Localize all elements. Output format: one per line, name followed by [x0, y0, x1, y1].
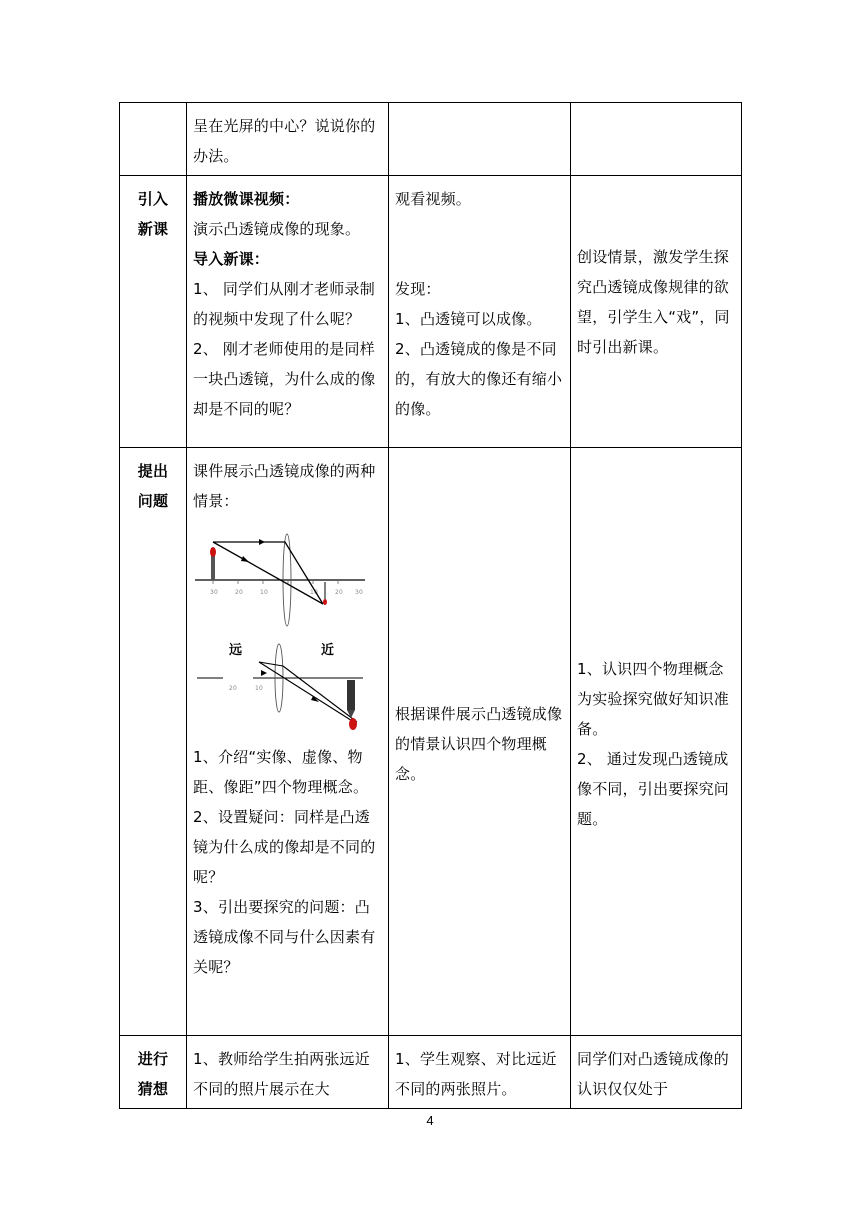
student-activity-cell	[389, 176, 571, 448]
table-row	[120, 1036, 742, 1109]
paragraph: 演示凸透镜成像的现象。	[193, 220, 361, 238]
teacher-text: 呈在光屏的中心？说说你的办法。	[193, 117, 376, 165]
paragraph: 2、 刚才老师使用的是同样一块凸透镜，为什么成的像却是不同的呢？	[193, 340, 376, 418]
svg-text:20: 20	[335, 589, 344, 596]
paragraph: 2、凸透镜成的像是不同的，有放大的像还有缩小的像。	[395, 340, 563, 418]
svg-text:10: 10	[255, 685, 264, 692]
stage-cell	[120, 448, 187, 1036]
section-heading: 导入新课：	[193, 250, 270, 268]
paragraph: 观看视频。	[395, 190, 472, 208]
lens-diagram-virtual-image	[193, 640, 369, 740]
student-activity-cell	[389, 448, 571, 1036]
paragraph: 1、认识四个物理概念为实验探究做好知识准备。	[577, 659, 730, 738]
teacher-activity-cell	[187, 448, 389, 1036]
design-intent-cell	[571, 1036, 742, 1109]
svg-text:30: 30	[355, 589, 364, 596]
design-intent-cell	[571, 103, 742, 176]
svg-text:20: 20	[229, 685, 238, 692]
student-activity-cell	[389, 103, 571, 176]
student-activity-cell	[389, 1036, 571, 1109]
paragraph: 2、设置疑问：同样是凸透镜为什么成的像却是不同的呢？	[193, 808, 376, 886]
stage-label: 提出问题	[137, 462, 169, 510]
paragraph: 1、介绍“实像、虚像、物距、像距”四个物理概念。	[193, 748, 369, 796]
paragraph: 1、凸透镜可以成像。	[395, 310, 542, 328]
svg-text:10: 10	[260, 589, 269, 596]
paragraph: 1、教师给学生拍两张远近不同的照片展示在大	[193, 1050, 370, 1098]
svg-text:30: 30	[210, 589, 219, 596]
paragraph: 发现：	[395, 280, 441, 298]
paragraph: 1、学生观察、对比远近不同的两张照片。	[395, 1050, 557, 1098]
lesson-plan-table	[119, 102, 742, 1109]
table-row	[120, 176, 742, 448]
stage-label: 引入新课	[137, 190, 169, 238]
spacer	[395, 214, 564, 274]
paragraph: 根据课件展示凸透镜成像的情景认识四个物理概念。	[395, 704, 563, 783]
lens-diagram-real-image	[193, 518, 369, 638]
table-row	[120, 448, 742, 1036]
design-intent-cell	[571, 448, 742, 1036]
design-intent-cell	[571, 176, 742, 448]
teacher-activity-cell	[187, 1036, 389, 1109]
paragraph: 创设情景，激发学生探究凸透镜成像规律的欲望，引学生入“戏”，同时引出新课。	[577, 248, 730, 356]
stage-cell	[120, 176, 187, 448]
label-near: 近	[321, 643, 335, 658]
teacher-activity-cell	[187, 176, 389, 448]
paragraph: 2、 通过发现凸透镜成像不同，引出要探究问题。	[577, 749, 730, 828]
page-number: 4	[426, 1113, 434, 1128]
stage-cell	[120, 103, 187, 176]
stage-cell	[120, 1036, 187, 1109]
svg-text:10: 10	[310, 589, 319, 596]
paragraph: 1、 同学们从刚才老师录制的视频中发现了什么呢？	[193, 280, 375, 328]
section-heading: 播放微课视频：	[193, 190, 300, 208]
svg-text:20: 20	[235, 589, 244, 596]
table-row	[120, 103, 742, 176]
stage-label: 进行猜想	[137, 1050, 169, 1098]
paragraph: 3、引出要探究的问题：凸透镜成像不同与什么因素有关呢？	[193, 898, 376, 976]
paragraph: 同学们对凸透镜成像的认识仅仅处于	[577, 1050, 730, 1098]
teacher-activity-cell	[187, 103, 389, 176]
label-far: 远	[229, 643, 243, 658]
paragraph: 课件展示凸透镜成像的两种情景：	[193, 462, 376, 510]
